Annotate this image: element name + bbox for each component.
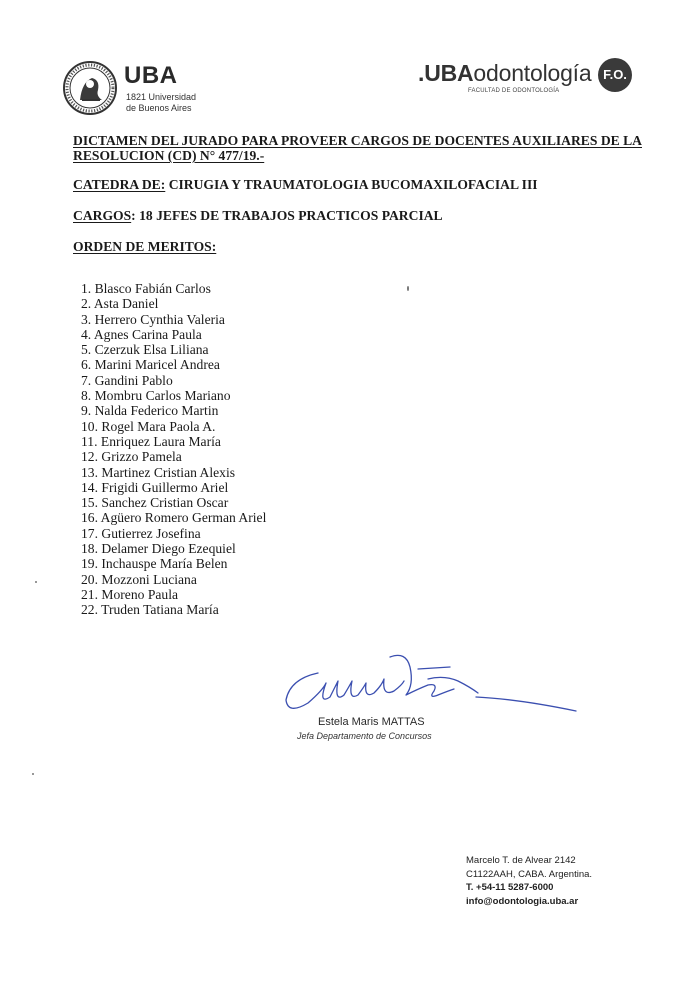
faculty-prefix: .UBA xyxy=(418,60,474,86)
ranking-item: 7. Gandini Pablo xyxy=(81,372,173,388)
university-seal-icon xyxy=(62,60,118,116)
footer-address xyxy=(466,854,592,908)
faculty-name: odontología xyxy=(473,60,592,86)
address-city: C1122AAH, CABA. Argentina. xyxy=(466,868,593,880)
ranking-item: 13. Martinez Cristian Alexis xyxy=(81,464,236,480)
address-phone: T. +54-11 5287-6000 xyxy=(466,882,554,893)
document-title-line2: RESOLUCION (CD) N° 477/19.- xyxy=(73,148,265,163)
ranking-item: 20. Mozzoni Luciana xyxy=(81,571,197,587)
ranking-item: 17. Gutierrez Josefina xyxy=(81,525,201,541)
orden-heading: ORDEN DE MERITOS: xyxy=(73,239,217,254)
scan-speck xyxy=(32,773,34,775)
ranking-item: 8. Mombru Carlos Mariano xyxy=(81,388,231,404)
handwritten-signature xyxy=(278,645,578,720)
ranking-item: 18. Delamer Diego Ezequiel xyxy=(81,541,236,557)
address-email: info@odontologia.uba.ar xyxy=(466,895,579,907)
ranking-item: 5. Czerzuk Elsa Liliana xyxy=(81,342,209,358)
cargos-line xyxy=(73,208,443,224)
scan-speck xyxy=(35,581,37,583)
catedra-line xyxy=(73,177,538,193)
ranking-item: 1. Blasco Fabián Carlos xyxy=(81,281,211,296)
ranking-item: 19. Inchauspe María Belen xyxy=(81,556,228,572)
ranking-item: 15. Sanchez Cristian Oscar xyxy=(81,495,229,511)
catedra-value: CIRUGIA Y TRAUMATOLOGIA BUCOMAXILOFACIAL III xyxy=(168,177,538,192)
faculty-logo xyxy=(418,58,638,100)
catedra-label: CATEDRA DE: xyxy=(73,177,166,192)
cargos-value: : 18 JEFES DE TRABAJOS PRACTICOS PARCIAL xyxy=(131,208,443,223)
ranking-item: 14. Frigidi Guillermo Ariel xyxy=(81,479,229,495)
signatory-role: Jefa Departamento de Concursos xyxy=(297,731,432,741)
ranking-item: 12. Grizzo Pamela xyxy=(81,449,182,465)
ranking-item: 9. Nalda Federico Martin xyxy=(81,403,219,419)
ranking-item: 10. Rogel Mara Paola A. xyxy=(81,418,216,434)
faculty-wordmark xyxy=(418,60,591,87)
ranking-item: 4. Agnes Carina Paula xyxy=(81,326,202,342)
ranking-item: 21. Moreno Paula xyxy=(81,586,179,602)
uba-logo xyxy=(62,60,222,120)
scan-speck xyxy=(407,286,409,291)
signatory-name: Estela Maris MATTAS xyxy=(318,716,425,728)
ranking-list xyxy=(81,281,266,618)
uba-subtitle-line2: de Buenos Aires xyxy=(126,103,192,113)
ranking-item: 2. Asta Daniel xyxy=(81,296,159,312)
ranking-item: 3. Herrero Cynthia Valeria xyxy=(81,311,225,327)
faculty-subtitle: FACULTAD DE ODONTOLOGÍA xyxy=(468,88,560,94)
fo-badge-icon: F.O. xyxy=(598,58,632,92)
document-title-line1: DICTAMEN DEL JURADO PARA PROVEER CARGOS DE DOCENTES AUXILIARES DE LA xyxy=(73,133,642,148)
cargos-label: CARGOS xyxy=(73,208,132,223)
uba-wordmark: UBA xyxy=(124,62,178,89)
ranking-item: 11. Enriquez Laura María xyxy=(81,433,221,449)
uba-subtitle-line1: 1821 Universidad xyxy=(126,92,197,102)
ranking-item: 22. Truden Tatiana María xyxy=(81,602,219,618)
ranking-item: 16. Agüero Romero German Ariel xyxy=(81,510,267,526)
address-street: Marcelo T. de Alvear 2142 xyxy=(466,855,576,866)
ranking-item: 6. Marini Maricel Andrea xyxy=(81,357,220,373)
